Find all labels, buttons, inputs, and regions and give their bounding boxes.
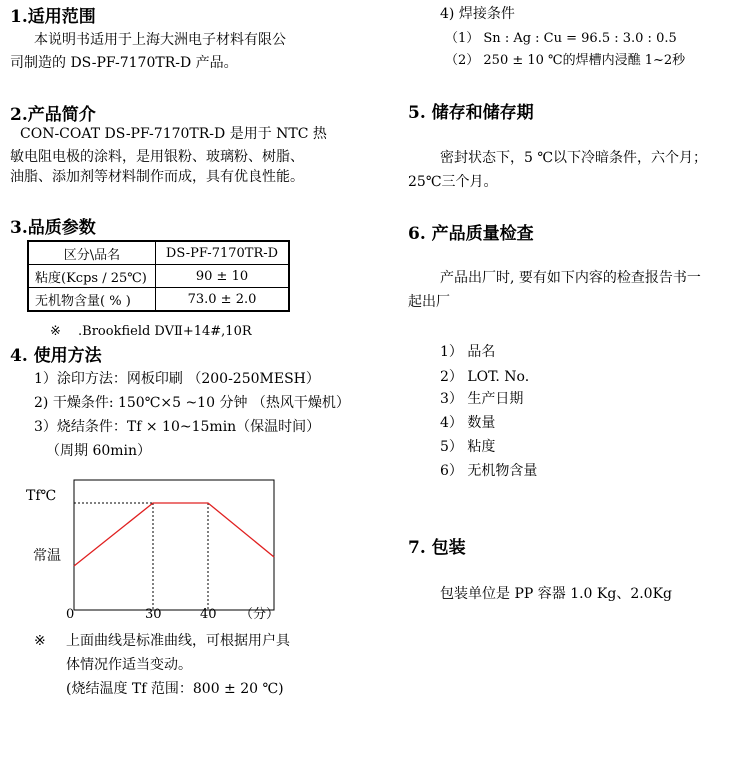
section-2-heading: 2.产品简介 xyxy=(10,105,96,125)
x-tick-0: 0 xyxy=(66,607,75,622)
usage-item-4: （周期 60min） xyxy=(46,443,152,459)
firing-profile-diagram xyxy=(0,470,300,630)
quality-parameters-table xyxy=(27,240,290,312)
table-cell: 73.0 ± 2.0 xyxy=(156,288,290,312)
list-item: 3） 生产日期 xyxy=(440,391,524,407)
section-6-line-2: 起出厂 xyxy=(408,294,450,310)
section-5-heading: 5. 储存和储存期 xyxy=(408,103,534,123)
section-4-heading: 4. 使用方法 xyxy=(10,346,102,366)
diagram-frame xyxy=(74,480,274,610)
x-tick-30: 30 xyxy=(145,607,162,622)
note-line-1: 上面曲线是标准曲线，可根据用户具 xyxy=(66,633,290,649)
note-line-3: (烧结温度 Tf 范围：800 ± 20 ℃) xyxy=(66,681,284,697)
table-cell: 粘度(Kcps / 25℃) xyxy=(28,265,156,288)
table-cell: 无机物含量( % ) xyxy=(28,288,156,312)
section-6-heading: 6. 产品质量检查 xyxy=(408,224,534,244)
list-item: 1） 品名 xyxy=(440,344,496,360)
y-axis-peak-label: Tf℃ xyxy=(26,488,57,504)
section-5-line-2: 25℃三个月。 xyxy=(408,174,498,190)
section-2-line-2: 敏电阻电极的涂料，是用银粉、玻璃粉、树脂、 xyxy=(10,149,304,165)
section-1-line-1: 本说明书适用于上海大洲电子材料有限公 xyxy=(34,32,286,48)
list-item: 4） 数量 xyxy=(440,415,496,431)
section-6-line-1: 产品出厂时, 要有如下内容的检查报告书一 xyxy=(440,270,701,286)
weld-item-1: （1） Sn : Ag : Cu = 96.5 : 3.0 : 0.5 xyxy=(445,31,677,46)
list-item: 2） LOT. No. xyxy=(440,369,530,385)
usage-item-3: 3）烧结条件：Tf × 10~15min（保温时间） xyxy=(34,419,321,435)
list-item: 5） 粘度 xyxy=(440,439,496,455)
x-tick-40: 40 xyxy=(200,607,217,622)
table-header-cell: DS-PF-7170TR-D xyxy=(156,241,290,265)
usage-item-1: 1）涂印方法：网板印刷 （200-250MESH） xyxy=(34,371,320,387)
table-row xyxy=(28,288,289,312)
table-footnote: ※ .Brookfield DVⅡ+14#,10R xyxy=(50,324,252,339)
section-7-heading: 7. 包装 xyxy=(408,538,466,558)
weld-item-2: （2） 250 ± 10 ℃的焊槽内浸醮 1~2秒 xyxy=(445,53,686,68)
weld-title: 4) 焊接条件 xyxy=(440,6,515,22)
section-2-line-1: CON-COAT DS-PF-7170TR-D 是用于 NTC 热 xyxy=(20,126,327,142)
section-5-line-1: 密封状态下，5 ℃以下冷暗条件，六个月； xyxy=(440,150,708,166)
y-axis-room-temp-label: 常温 xyxy=(33,548,61,564)
note-mark: ※ xyxy=(34,633,46,649)
usage-item-2: 2) 干燥条件: 150℃×5 ~10 分钟 （热风干燥机） xyxy=(34,395,350,411)
list-item: 6） 无机物含量 xyxy=(440,463,538,479)
note-line-2: 体情况作适当变动。 xyxy=(66,657,192,673)
table-cell: 90 ± 10 xyxy=(156,265,290,288)
table-header-cell: 区分\品名 xyxy=(28,241,156,265)
x-axis-unit: （分） xyxy=(240,607,280,622)
section-7-line-1: 包装单位是 PP 容器 1.0 Kg、2.0Kg xyxy=(440,586,673,602)
table-header-row xyxy=(28,241,289,265)
section-3-heading: 3.品质参数 xyxy=(10,218,96,238)
section-2-line-3: 油脂、添加剂等材料制作而成，具有优良性能。 xyxy=(10,169,304,185)
section-1-line-2: 司制造的 DS-PF-7170TR-D 产品。 xyxy=(10,55,238,71)
section-1-heading: 1.适用范围 xyxy=(10,7,96,27)
table-row xyxy=(28,265,289,288)
